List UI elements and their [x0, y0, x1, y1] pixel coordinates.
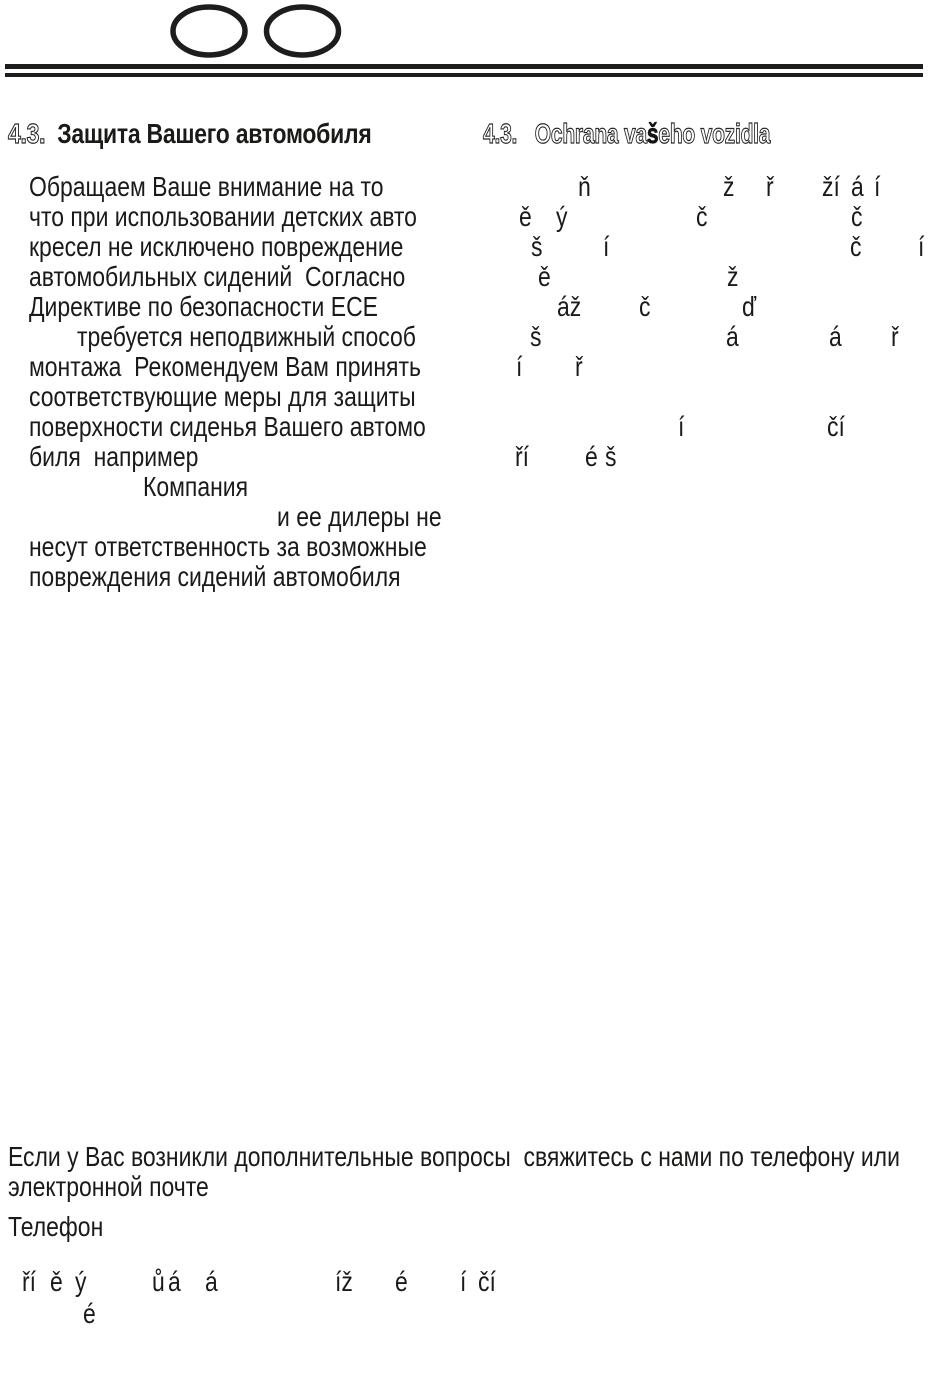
- glyph-run: č: [851, 201, 863, 232]
- section-number-cz: 4.3.: [483, 118, 518, 149]
- text-line: биля например: [29, 441, 199, 472]
- text-line: требуется неподвижный способ: [77, 321, 416, 352]
- header-rule-thick: [5, 64, 923, 69]
- text-line: автомобильных сидений Согласно: [29, 261, 406, 292]
- logo-ellipse-left: [173, 7, 245, 55]
- contact-line-1: Если у Вас возникли дополнительные вопросы свяжитесь с нами по телефону или: [8, 1141, 900, 1172]
- glyph-run: ří: [22, 1266, 37, 1297]
- section-number-ru: 4.3.: [8, 118, 46, 149]
- logo-ellipse-right: [267, 7, 339, 55]
- glyph-run: á: [726, 321, 739, 352]
- glyph-run: é: [395, 1266, 408, 1297]
- glyph-run: š: [605, 441, 617, 472]
- glyph-run: í: [918, 231, 925, 262]
- glyph-run: í: [460, 1266, 467, 1297]
- glyph-run: ží: [822, 171, 840, 202]
- glyph-run: š: [531, 231, 543, 262]
- section-title-ru: Защита Вашего автомобиля: [57, 118, 372, 149]
- contact-line-2: электронной почте: [8, 1171, 209, 1202]
- glyph-run: ý: [75, 1266, 87, 1297]
- glyph-run: ů: [152, 1266, 165, 1297]
- glyph-run: ř: [891, 321, 899, 352]
- glyph-run: á: [851, 171, 864, 202]
- glyph-run: ď: [742, 291, 757, 322]
- glyph-run: ň: [578, 171, 591, 202]
- glyph-run: ě: [538, 261, 551, 292]
- glyph-run: ř: [575, 351, 583, 382]
- text-line: Обращаем Ваше внимание на то: [29, 171, 384, 202]
- glyph-run: á: [168, 1266, 181, 1297]
- glyph-run: é: [585, 441, 598, 472]
- glyph-run: ž: [723, 171, 735, 202]
- glyph-run: á: [829, 321, 842, 352]
- section-title-cz-bold: š: [646, 118, 659, 149]
- text-line: Директиве по безопасности ЕСЕ: [29, 291, 378, 322]
- text-line: поверхности сиденья Вашего автомо: [29, 411, 426, 442]
- glyph-run: š: [530, 321, 542, 352]
- text-line: кресел не исключено повреждение: [29, 231, 404, 262]
- text-line: что при использовании детских авто: [29, 201, 417, 232]
- glyph-run: č: [639, 291, 651, 322]
- glyph-run: í: [678, 411, 685, 442]
- glyph-run: ří: [515, 441, 530, 472]
- text-line: несут ответственность за возможные: [29, 531, 427, 562]
- glyph-run: íž: [335, 1266, 353, 1297]
- glyph-run: í: [516, 351, 523, 382]
- glyph-run: ě: [50, 1266, 63, 1297]
- glyph-run: í: [603, 231, 610, 262]
- glyph-run: ý: [556, 201, 568, 232]
- glyph-run: ž: [727, 261, 739, 292]
- section-heading-cz: [483, 119, 770, 149]
- section-title-cz-pre: Ochrana va: [534, 118, 647, 149]
- section-heading-ru: [8, 119, 371, 149]
- glyph-run: ř: [766, 171, 774, 202]
- text-line: повреждения сидений автомобиля: [29, 561, 401, 592]
- text-line: соответствующие меры для защиты: [29, 381, 416, 412]
- phone-label: Телефон: [8, 1211, 104, 1242]
- text-line: и ее дилеры не: [277, 501, 442, 532]
- glyph-run: čí: [827, 411, 845, 442]
- header-rule-thin: [5, 73, 923, 77]
- section-title-cz-post: eho vozidla: [658, 118, 771, 149]
- glyph-run: á: [205, 1266, 218, 1297]
- glyph-run: čí: [478, 1266, 496, 1297]
- glyph-run: ě: [519, 201, 532, 232]
- glyph-run: áž: [557, 291, 582, 322]
- text-line: Компания: [143, 471, 249, 502]
- glyph-run: é: [83, 1298, 96, 1329]
- glyph-run: í: [874, 171, 881, 202]
- glyph-run: č: [696, 201, 708, 232]
- glyph-run: č: [850, 231, 862, 262]
- text-line: монтажа Рекомендуем Вам принять: [29, 351, 421, 382]
